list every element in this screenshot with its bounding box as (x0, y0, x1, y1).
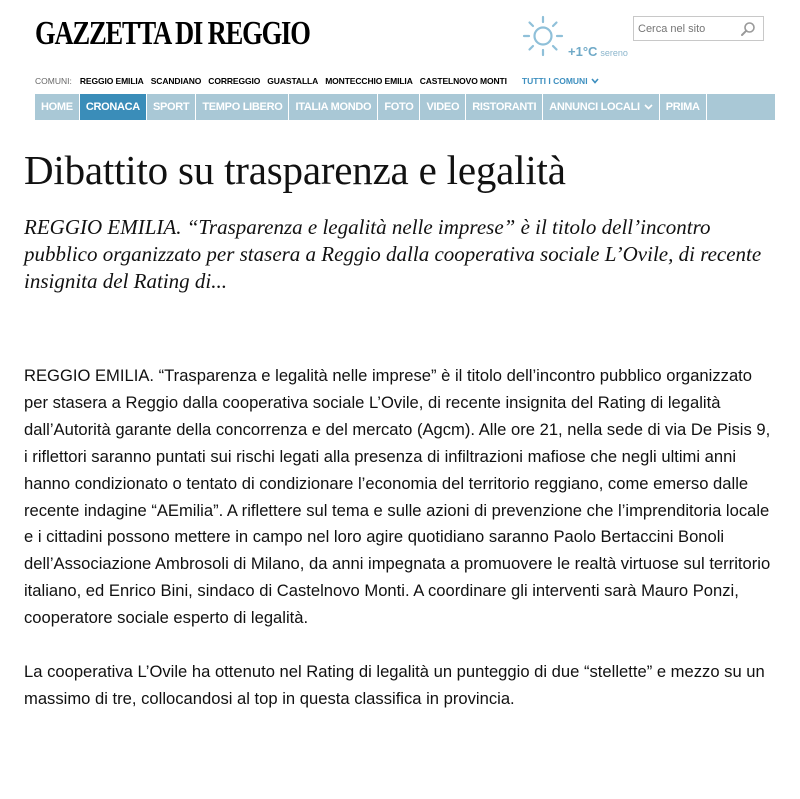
comuni-bar (35, 74, 599, 88)
comune-link-guastalla[interactable]: GUASTALLA (267, 76, 319, 86)
article-lead: REGGIO EMILIA. “Trasparenza e legalità nelle imprese” è il titolo dell’incontro pubblico organizzato per stasera a Reggio dalla cooperativa sociale L’Ovile, di recente insignita del Rating di... (24, 215, 762, 293)
tab-tempo-libero[interactable]: TEMPO LIBERO (196, 94, 289, 120)
weather-widget[interactable] (520, 12, 630, 62)
weather-reading (568, 44, 628, 59)
tab-ristoranti[interactable]: RISTORANTI (466, 94, 543, 120)
sun-icon (520, 12, 570, 58)
all-comuni-dropdown[interactable] (522, 76, 599, 86)
comuni-label: COMUNI: (35, 76, 72, 86)
search-input[interactable] (634, 17, 734, 40)
comune-link-montecchio-emilia[interactable]: MONTECCHIO EMILIA (325, 76, 413, 86)
article-paragraph: La cooperativa L’Ovile ha ottenuto nel Rating di legalità un punteggio di due “stellette” e mezzo su un massimo di tre, collocandosi al top in questa classifica in provincia. (24, 662, 765, 708)
weather-condition: sereno (600, 48, 628, 58)
article-title: Dibattito su trasparenza e legalità (24, 147, 566, 193)
magnifier-icon[interactable] (740, 21, 756, 37)
tab-foto[interactable]: FOTO (378, 94, 420, 120)
main-nav (35, 94, 775, 120)
comune-link-castelnovo-monti[interactable]: CASTELNOVO MONTI (419, 76, 507, 86)
article-body (24, 363, 774, 740)
masthead (35, 14, 387, 54)
tab-italia-mondo[interactable]: ITALIA MONDO (289, 94, 378, 120)
tab-home[interactable]: HOME (35, 94, 80, 120)
site-logo[interactable]: GAZZETTA DI REGGIO (35, 15, 310, 52)
tab-annunci-locali[interactable] (543, 94, 660, 120)
article-paragraph: REGGIO EMILIA. “Trasparenza e legalità nelle imprese” è il titolo dell’incontro pubblico organizzato per stasera a Reggio dalla cooperativa sociale L’Ovile, di recente insignita del Rating di legalità dall’Autorità garante della concorrenza e del mercato (Agcm). Alle ore 21, nella sede di via De Pisis 9, i riflettori saranno puntati sui rischi legati alla presenza di infiltrazioni mafiose che negli ultimi anni hanno condizionato o tentato di condizionare l’economia del territorio reggiano, come emerso dalle recente indagine “AEmilia”. A riflettere sul tema e sulle azioni di prevenzione che l’imprenditoria locale e i cittadini possono mettere in campo nel loro agire quotidiano saranno Paolo Bertaccini Bonoli dell’Associazione Ambrosoli di Milano, da anni impegnata a promuovere le realtà virtuose sul territorio italiano, ed Enrico Bini, sindaco di Castelnovo Monti. A coordinare gli interventi sarà Mauro Ponzi, cooperatore sociale esperto di legalità. (24, 366, 771, 628)
comune-link-correggio[interactable]: CORREGGIO (208, 76, 261, 86)
search-box (633, 16, 764, 41)
all-comuni-label: TUTTI I COMUNI (521, 76, 588, 86)
tab-cronaca[interactable]: CRONACA (80, 94, 147, 120)
chevron-down-icon (591, 78, 599, 84)
comune-link-scandiano[interactable]: SCANDIANO (150, 76, 202, 86)
tab-annunci-locali-label: ANNUNCI LOCALI (549, 101, 640, 113)
weather-temperature: +1°C (568, 44, 598, 59)
tab-prima[interactable]: PRIMA (660, 94, 707, 120)
comune-link-reggio-emilia[interactable]: REGGIO EMILIA (79, 76, 144, 86)
tab-sport[interactable]: SPORT (147, 94, 196, 120)
chevron-down-icon (644, 104, 653, 110)
tab-video[interactable]: VIDEO (420, 94, 466, 120)
